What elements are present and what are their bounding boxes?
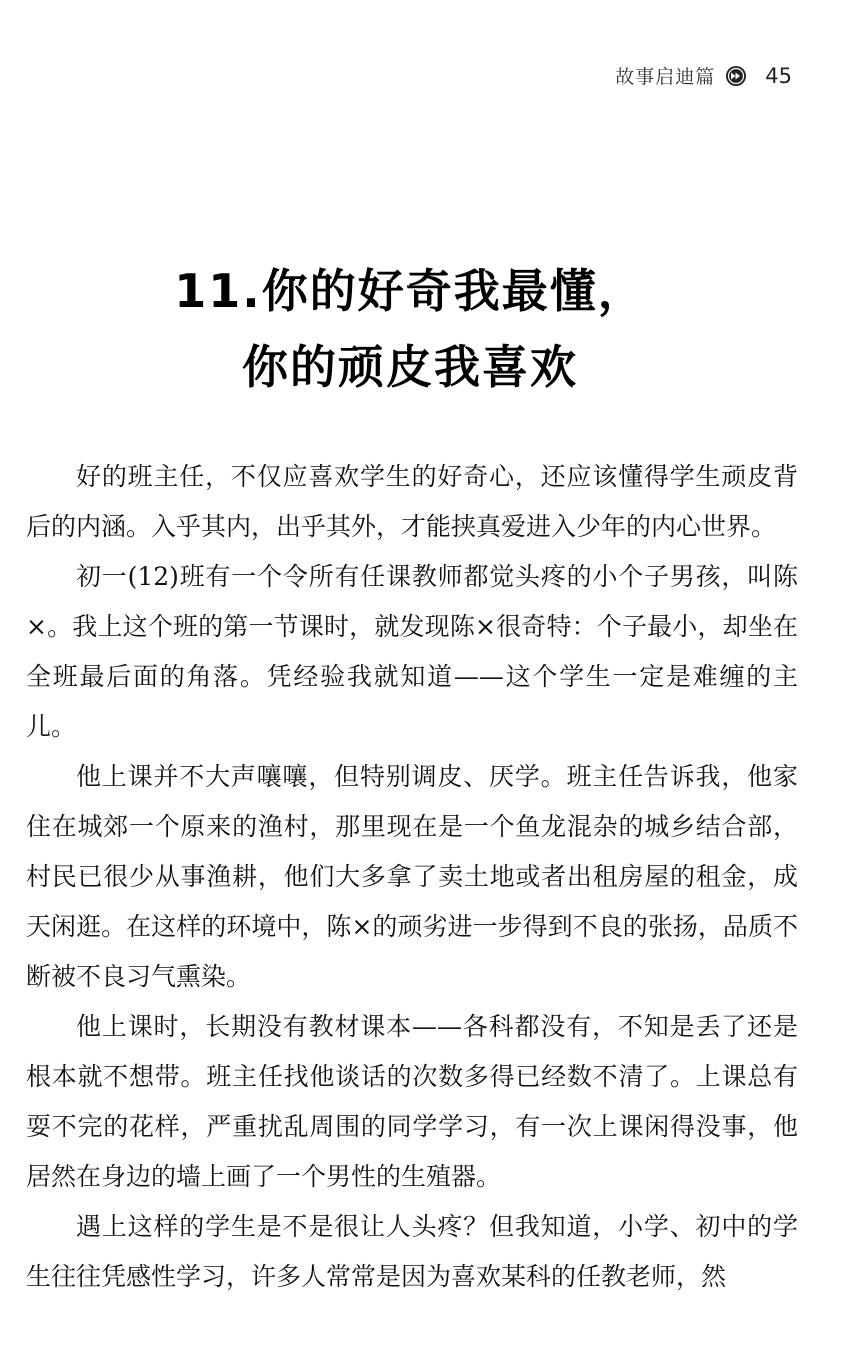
section-name: 故事启迪篇 bbox=[615, 66, 716, 88]
chapter-title bbox=[0, 253, 820, 405]
paragraph: 好的班主任，不仅应喜欢学生的好奇心，还应该懂得学生顽皮背后的内涵。入乎其内，出乎其外，才能挟真爱进入少年的内心世界。 bbox=[26, 462, 798, 541]
running-header bbox=[615, 62, 792, 89]
page-number: 45 bbox=[765, 63, 792, 88]
chapter-title-line-1: 11.你的好奇我最懂， bbox=[174, 263, 646, 318]
paragraph: 初一(12)班有一个令所有任课教师都觉头疼的小个子男孩，叫陈×。我上这个班的第一节课时，就发现陈×很奇特：个子最小，却坐在全班最后面的角落。凭经验我就知道——这个学生一定是难缠的主儿。 bbox=[26, 562, 798, 741]
arrow-circle-icon bbox=[725, 65, 747, 87]
paragraph: 他上课时，长期没有教材课本——各科都没有，不知是丢了还是根本就不想带。班主任找他谈话的次数多得已经数不清了。上课总有耍不完的花样，严重扰乱周围的同学学习，有一次上课闲得没事，他居然在身边的墙上画了一个男性的生殖器。 bbox=[26, 1012, 798, 1191]
chapter-title-line-2: 你的顽皮我喜欢 bbox=[242, 339, 578, 394]
paragraph: 他上课并不大声嚷嚷，但特别调皮、厌学。班主任告诉我，他家住在城郊一个原来的渔村，那里现在是一个鱼龙混杂的城乡结合部，村民已很少从事渔耕，他们大多拿了卖土地或者出租房屋的租金，成天闲逛。在这样的环境中，陈×的顽劣进一步得到不良的张扬，品质不断被不良习气熏染。 bbox=[26, 762, 798, 991]
body-text bbox=[26, 452, 798, 1302]
paragraph: 遇上这样的学生是不是很让人头疼？但我知道，小学、初中的学生往往凭感性学习，许多人常常是因为喜欢某科的任教老师，然 bbox=[26, 1212, 798, 1291]
